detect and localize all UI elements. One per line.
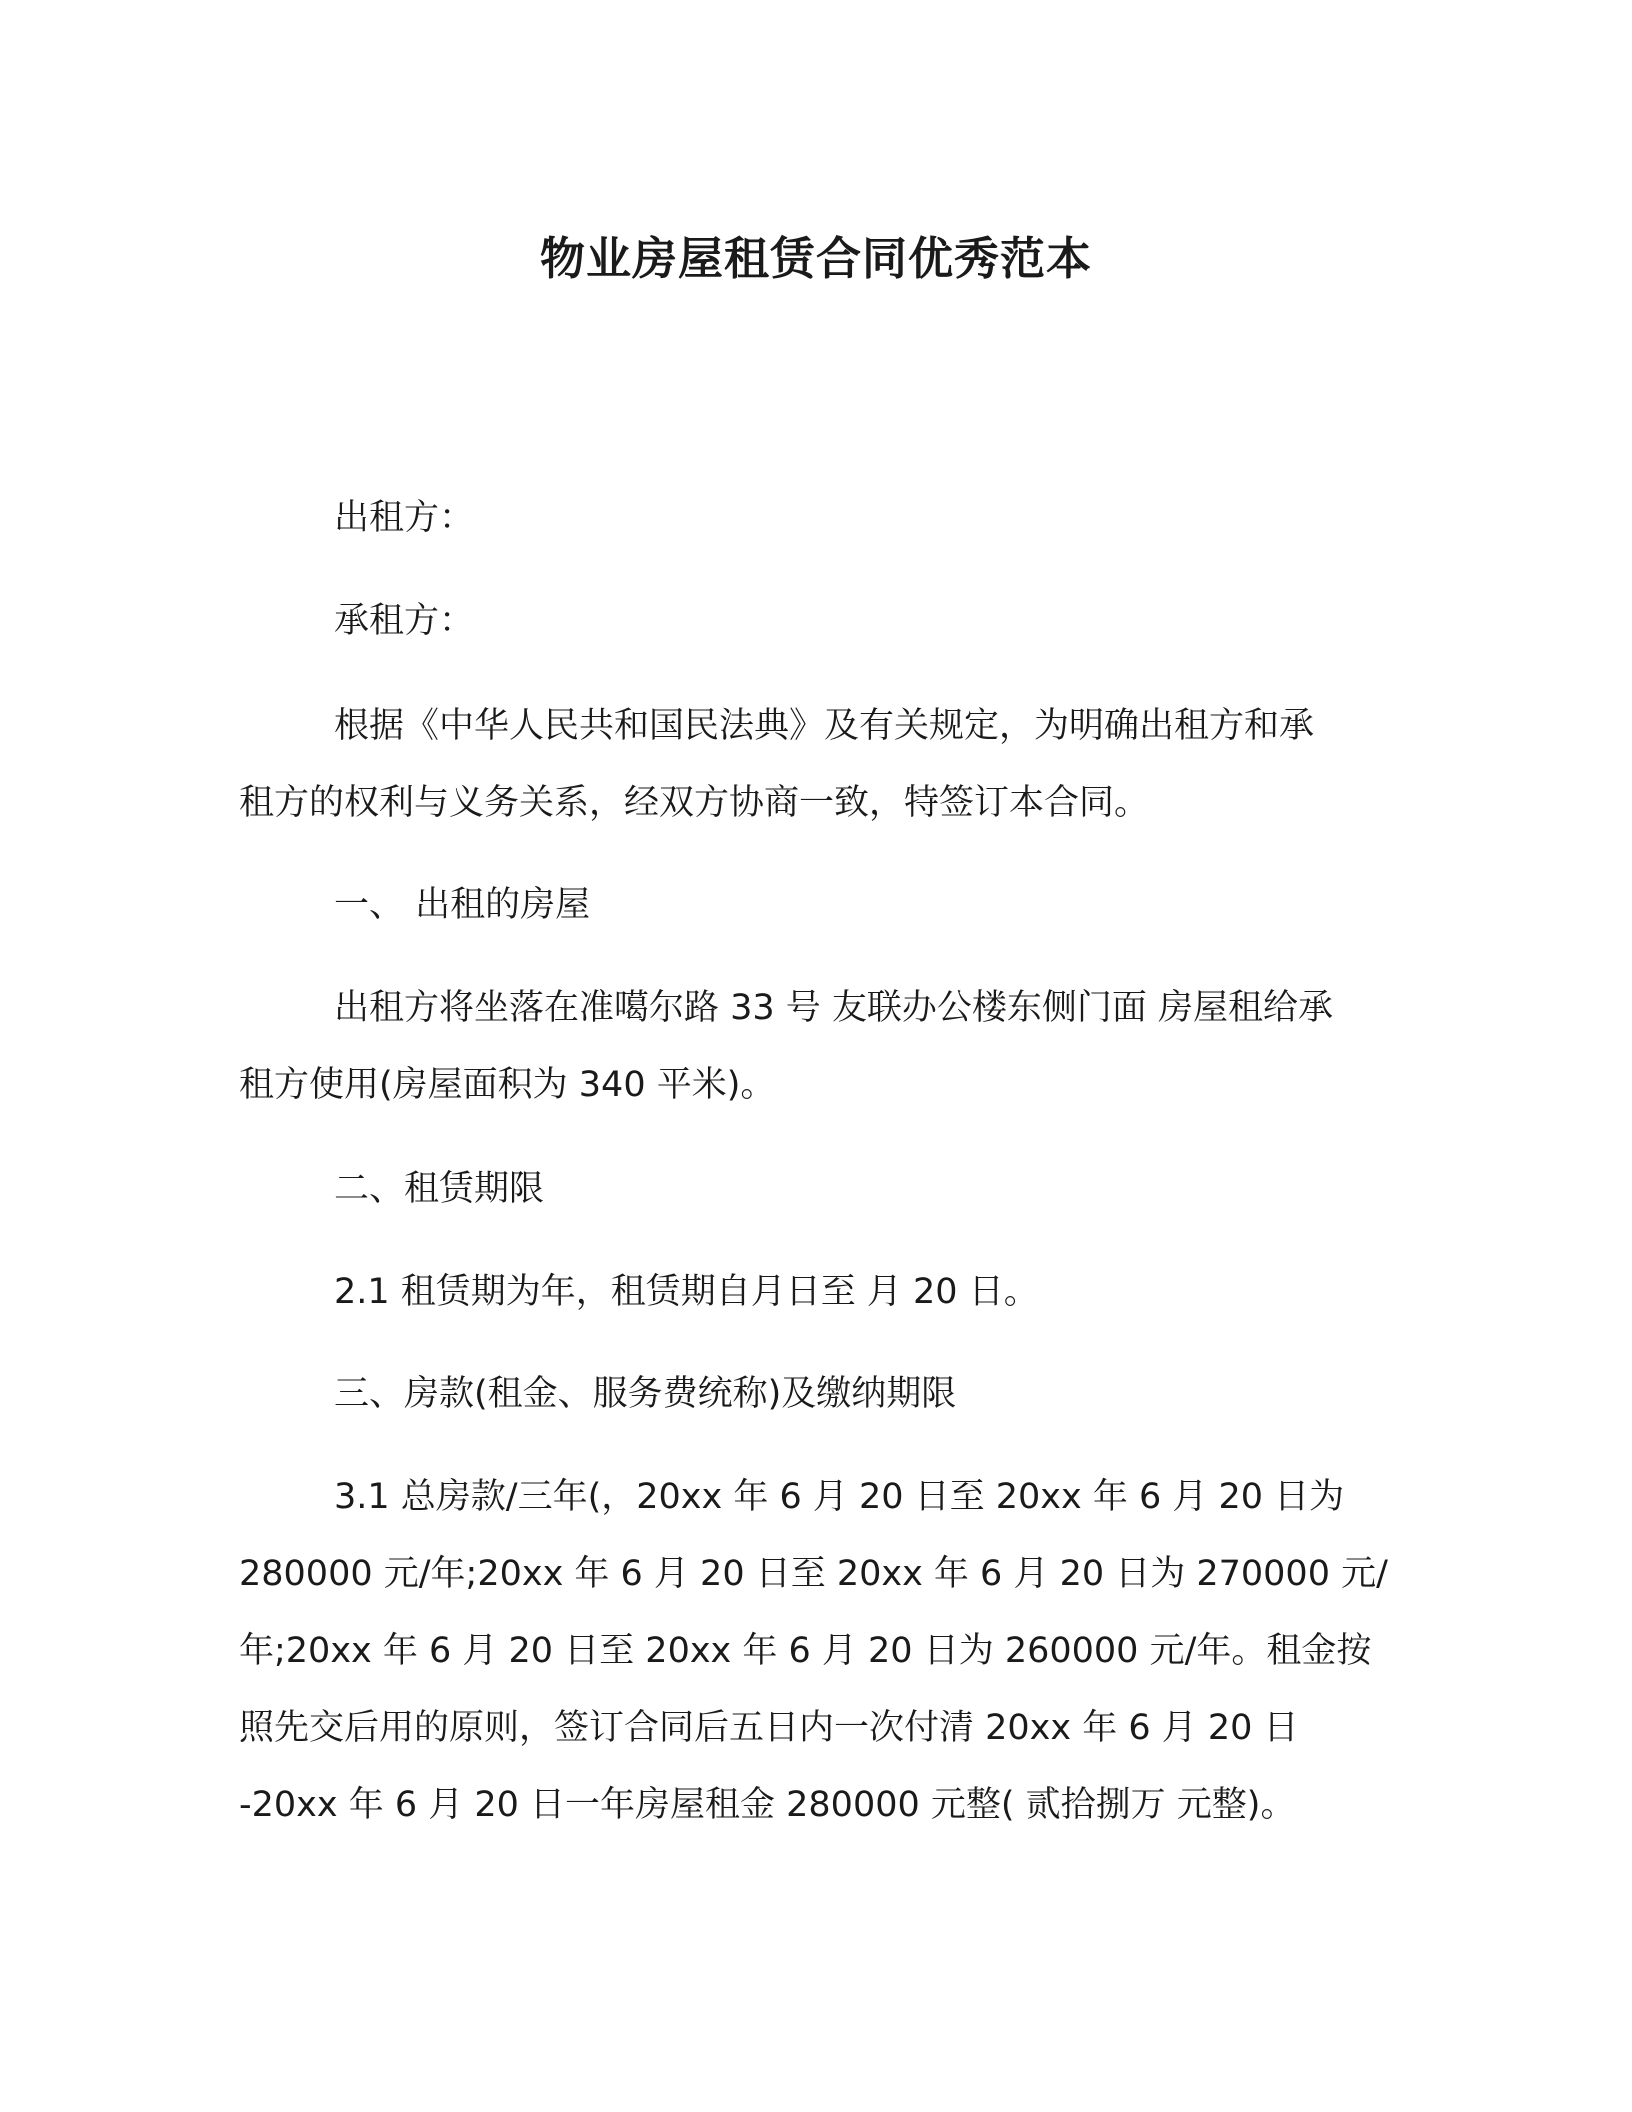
paragraph-line: 租方使用(房屋面积为 340 平米)。 [239,1065,776,1105]
section-heading-1: 一、 出租的房屋 [334,885,591,925]
paragraph-line: 出租方将坐落在准噶尔路 33 号 友联办公楼东侧门面 房屋租给承 [334,988,1334,1028]
section-heading-2: 二、租赁期限 [334,1169,545,1209]
paragraph-line: 根据《中华人民共和国民法典》及有关规定，为明确出租方和承 [334,706,1315,746]
document-title: 物业房屋租赁合同优秀范本 [539,232,1092,285]
section-heading-3: 三、房款(租金、服务费统称)及缴纳期限 [334,1374,957,1414]
clause-2-1: 2.1 租赁期为年，租赁期自月日至 月 20 日。 [334,1272,1039,1312]
paragraph-line: 租方的权利与义务关系，经双方协商一致，特签订本合同。 [239,783,1150,823]
clause-3-1-line: 年;20xx 年 6 月 20 日至 20xx 年 6 月 20 日为 260000 元/年。租金按 [239,1631,1372,1671]
lessee-line: 承租方： [334,601,475,641]
clause-3-1-line: -20xx 年 6 月 20 日一年房屋租金 280000 元整( 贰拾捌万 元整)。 [239,1785,1296,1825]
clause-3-1-line: 照先交后用的原则，签订合同后五日内一次付清 20xx 年 6 月 20 日 [239,1708,1299,1748]
clause-3-1-line: 280000 元/年;20xx 年 6 月 20 日至 20xx 年 6 月 20 日为 270000 元/ [239,1554,1388,1594]
lessor-line: 出租方： [334,498,475,538]
clause-3-1-line: 3.1 总房款/三年(，20xx 年 6 月 20 日至 20xx 年 6 月 20 日为 [334,1477,1345,1517]
